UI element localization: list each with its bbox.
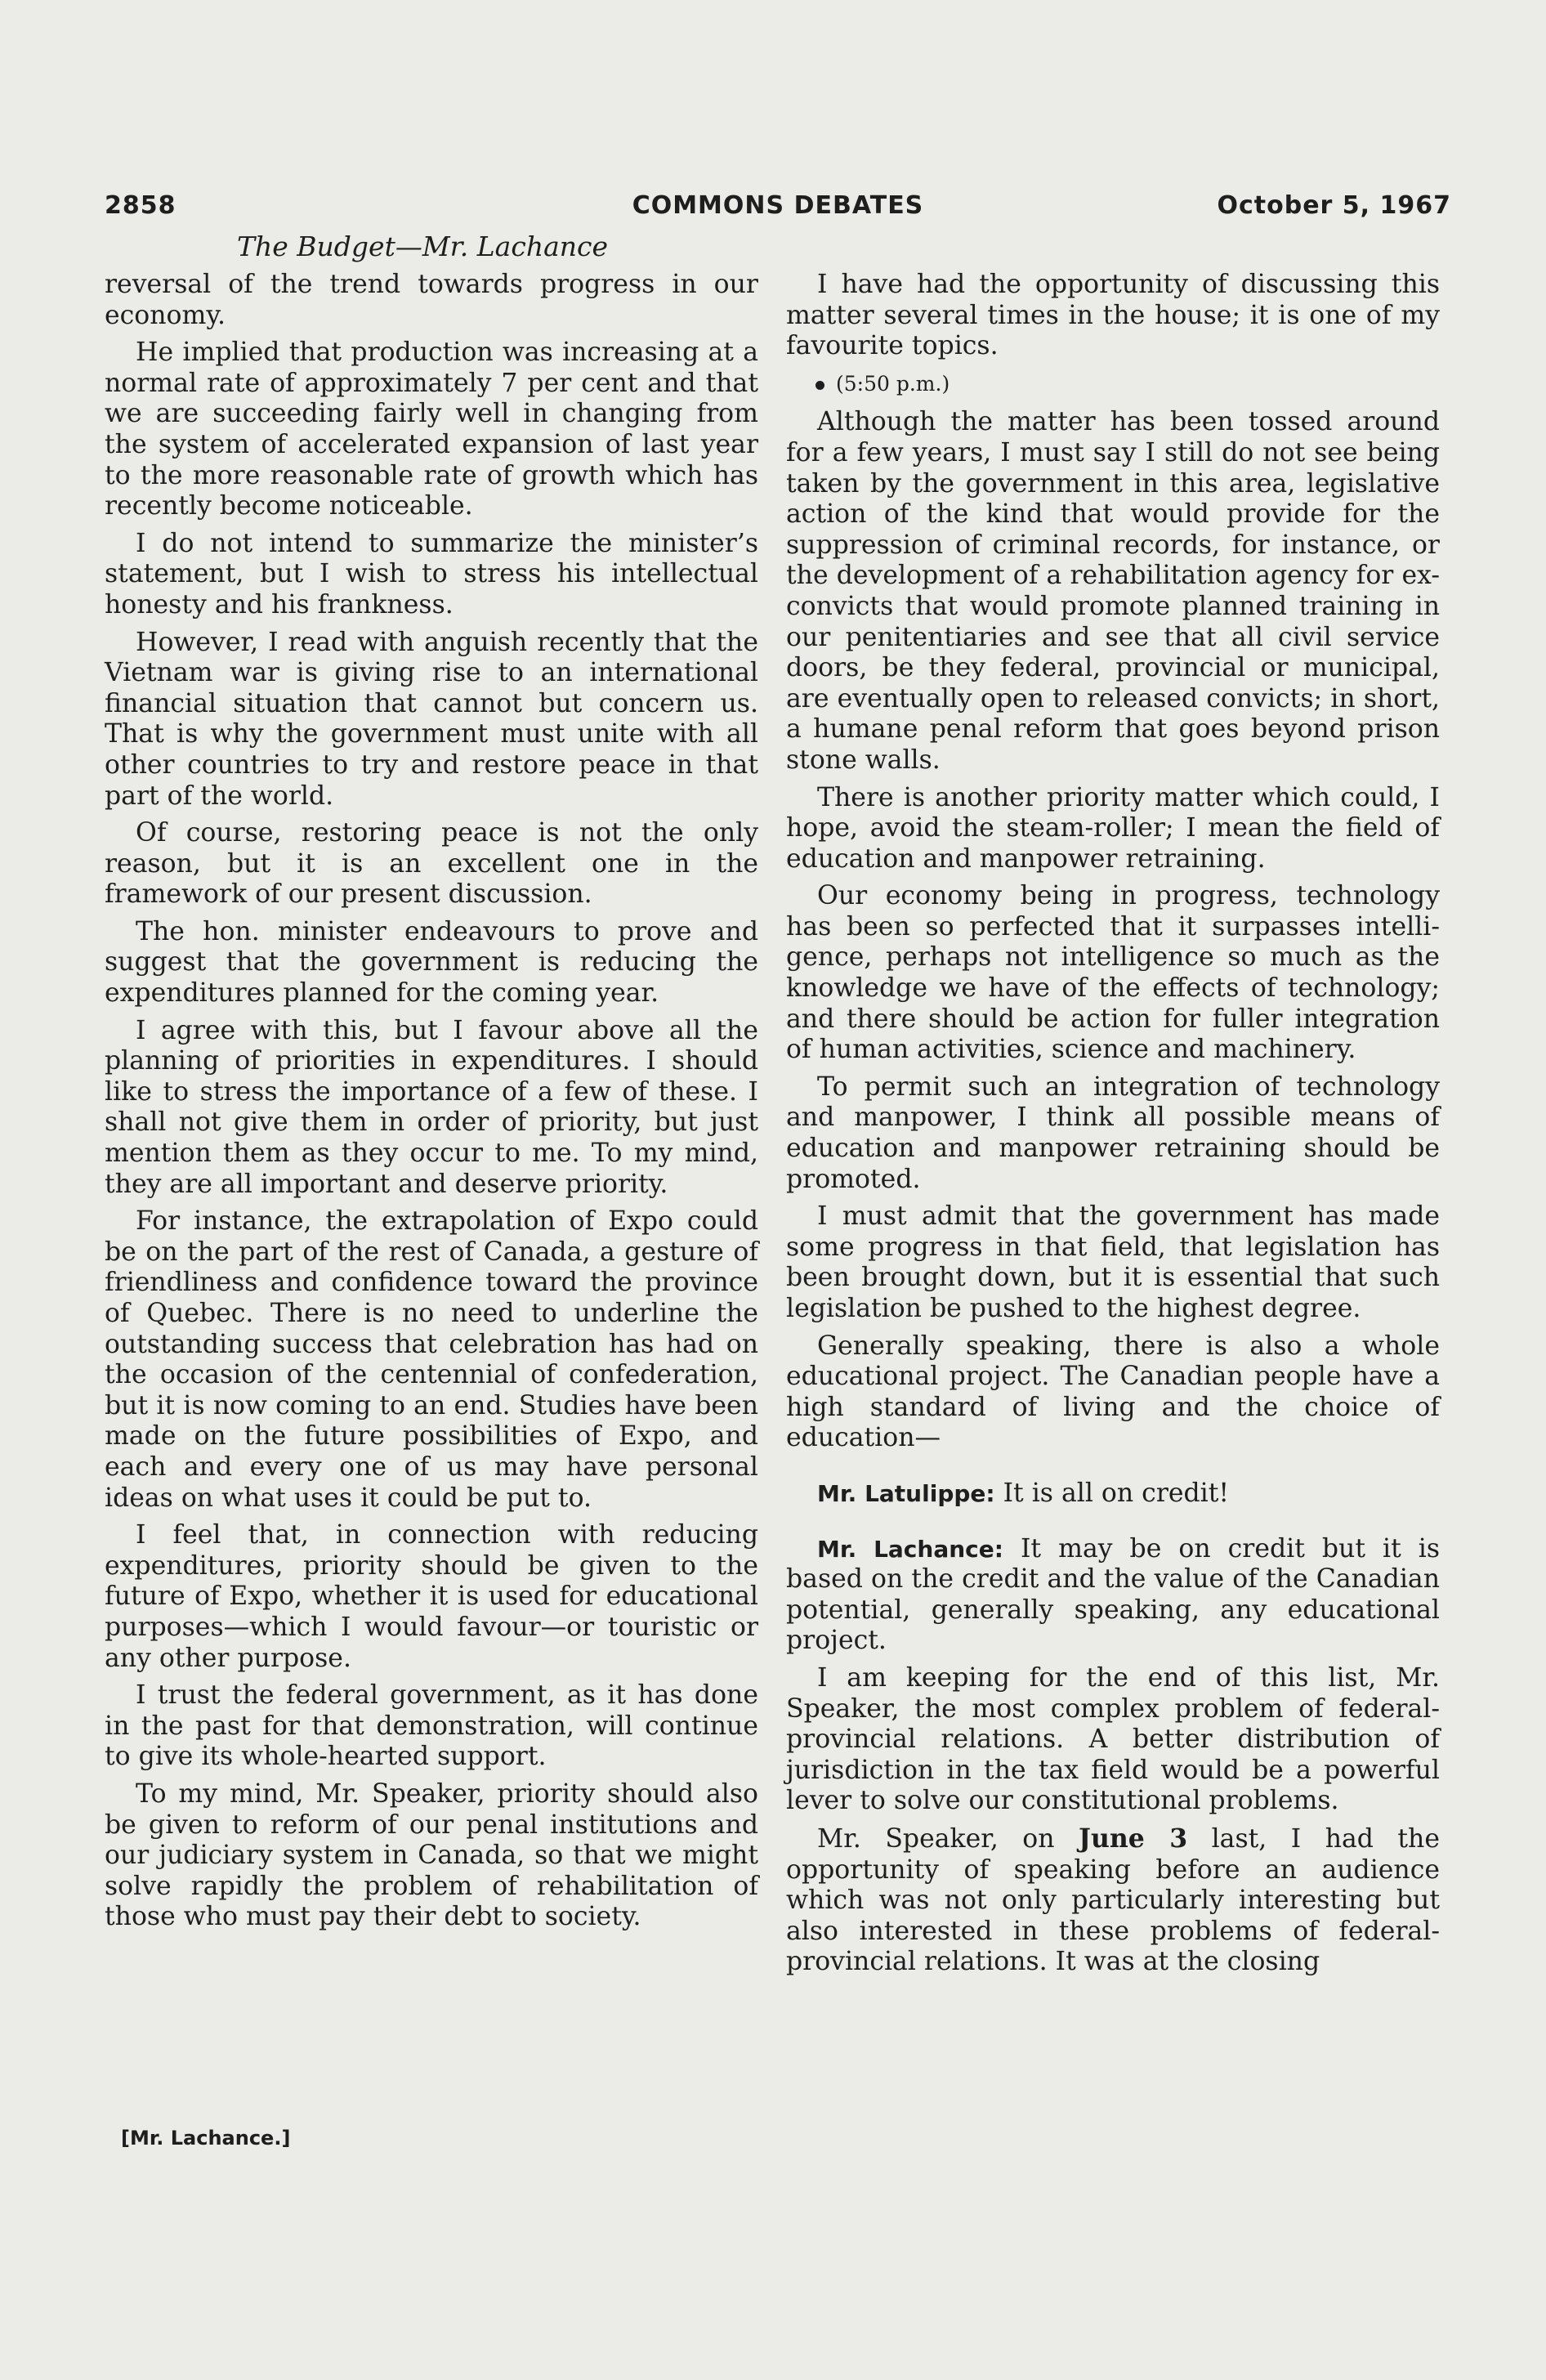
paragraph: I agree with this, but I favour above all the planning of priorities in expenditures. I should like to stress the importance of a few of these. I shall not give them in order of priority, but just mention them as they occur to me. To my mind, they are all important and deserve priority.: [105, 1015, 758, 1199]
page-number: 2858: [105, 191, 176, 220]
right-column: [786, 270, 1440, 1984]
paragraph: I feel that, in connection with reducing expenditures, priority should be given to the future of Expo, whether it is used for educational purposes—which I would favour—or touristic or any other purpose.: [105, 1520, 758, 1673]
issue-date: October 5, 1967: [1217, 191, 1451, 220]
paragraph-text: Mr. Speaker, on: [817, 1823, 1079, 1854]
paragraph: Our economy being in progress, technology has been so perfected that it surpasses intelligence, perhaps not intelligence so much as the knowledge we have of the effects of technology; and there should be action for fuller integration of human activities, science and machinery.: [786, 881, 1440, 1065]
paragraph: I have had the opportunity of discussing this matter several times in the house; it is one of my favourite topics.: [786, 270, 1440, 361]
speech-text: It may be on credit but it is based on the credit and the value of the Canadian potential, generally speaking, any educational project.: [786, 1533, 1440, 1656]
paragraph: To my mind, Mr. Speaker, priority should also be given to reform of our penal institutions and our judiciary system in Canada, so that we might solve rapidly the problem of rehabilitation of those who must pay their debt to society.: [105, 1778, 758, 1932]
paragraph: I do not intend to summarize the minister’s statement, but I wish to stress his intellectual honesty and his frankness.: [105, 528, 758, 620]
bullet-icon: [815, 381, 824, 390]
paragraph: I am keeping for the end of this list, Mr. Speaker, the most complex problem of federal-provincial relations. A better distribution of jurisdiction in the tax field would be a powerful lever to solve our constitutional problems.: [786, 1662, 1440, 1816]
paragraph: There is another priority matter which could, I hope, avoid the steam-roller; I mean the field of education and manpower retraining.: [786, 782, 1440, 874]
speaker-name: Mr. Latulippe:: [817, 1479, 995, 1507]
time-marker: [815, 369, 1440, 400]
paragraph: However, I read with anguish recently that the Vietnam war is giving rise to an international financial situation that cannot but concern us. That is why the government must unite with all other countries to try and restore peace in that part of the world.: [105, 627, 758, 811]
paragraph: He implied that production was increasing at a normal rate of approximately 7 per cent and that we are succeeding fairly well in changing from the system of accelerated expansion of last year to the more reasonable rate of growth which has recently become noticeable.: [105, 338, 758, 521]
paragraph: Of course, restoring peace is not the only reason, but it is an excellent one in the framework of our present discussion.: [105, 818, 758, 910]
speaker-continuation-tag: [Mr. Lachance.]: [121, 2127, 291, 2150]
paragraph: I must admit that the government has made some progress in that field, that legislation has been brought down, but it is essential that such legislation be pushed to the highest degree.: [786, 1201, 1440, 1323]
paragraph: The hon. minister endeavours to prove and suggest that the government is reducing the expenditures planned for the coming year.: [105, 916, 758, 1009]
paragraph-text: last, I had the opportunity of speaking before an audience which was not only particularly interesting but also interested in these problems of federal-provincial relations. It was at the closing: [786, 1823, 1440, 1977]
interjection-text: It is all on credit!: [994, 1478, 1230, 1508]
speech-paragraph: [786, 1534, 1440, 1657]
paragraph: To permit such an integration of technology and manpower, I think all possible means of education and manpower retraining should be promoted.: [786, 1071, 1440, 1194]
time-marker-text: (5:50 p.m.): [836, 371, 950, 396]
interjection: [786, 1479, 1440, 1510]
paragraph: I trust the federal government, as it has done in the past for that demonstration, will continue to give its whole-hearted support.: [105, 1680, 758, 1772]
date-emphasis: June 3: [1079, 1823, 1188, 1854]
paragraph: Generally speaking, there is also a whole educational project. The Canadian people have a high standard of living and the choice of education—: [786, 1331, 1440, 1453]
running-head: The Budget—Mr. Lachance: [237, 230, 609, 262]
journal-title: COMMONS DEBATES: [632, 191, 924, 220]
paragraph: For instance, the extrapolation of Expo could be on the part of the rest of Canada, a gesture of friendliness and confidence toward the province of Quebec. There is no need to underline the outstanding success that celebration has had on the occasion of the centennial of confederation, but it is now coming to an end. Studies have been made on the future possibilities of Expo, and each and every one of us may have personal ideas on what uses it could be put to.: [105, 1206, 758, 1513]
paragraph: reversal of the trend towards progress in our economy.: [105, 270, 758, 330]
left-column: [105, 270, 758, 1939]
paragraph: Although the matter has been tossed around for a few years, I must say I still do not see being taken by the government in this area, legislative action of the kind that would provide for the suppression of criminal records, for instance, or the development of a rehabilitation agency for ex-convicts that would promote planned training in our penitentiaries and see that all civil service doors, be they federal, provincial or municipal, are eventually open to released convicts; in short, a humane penal reform that goes beyond prison stone walls.: [786, 407, 1440, 775]
speaker-name: Mr. Lachance:: [817, 1535, 1003, 1563]
paragraph: [786, 1823, 1440, 1978]
